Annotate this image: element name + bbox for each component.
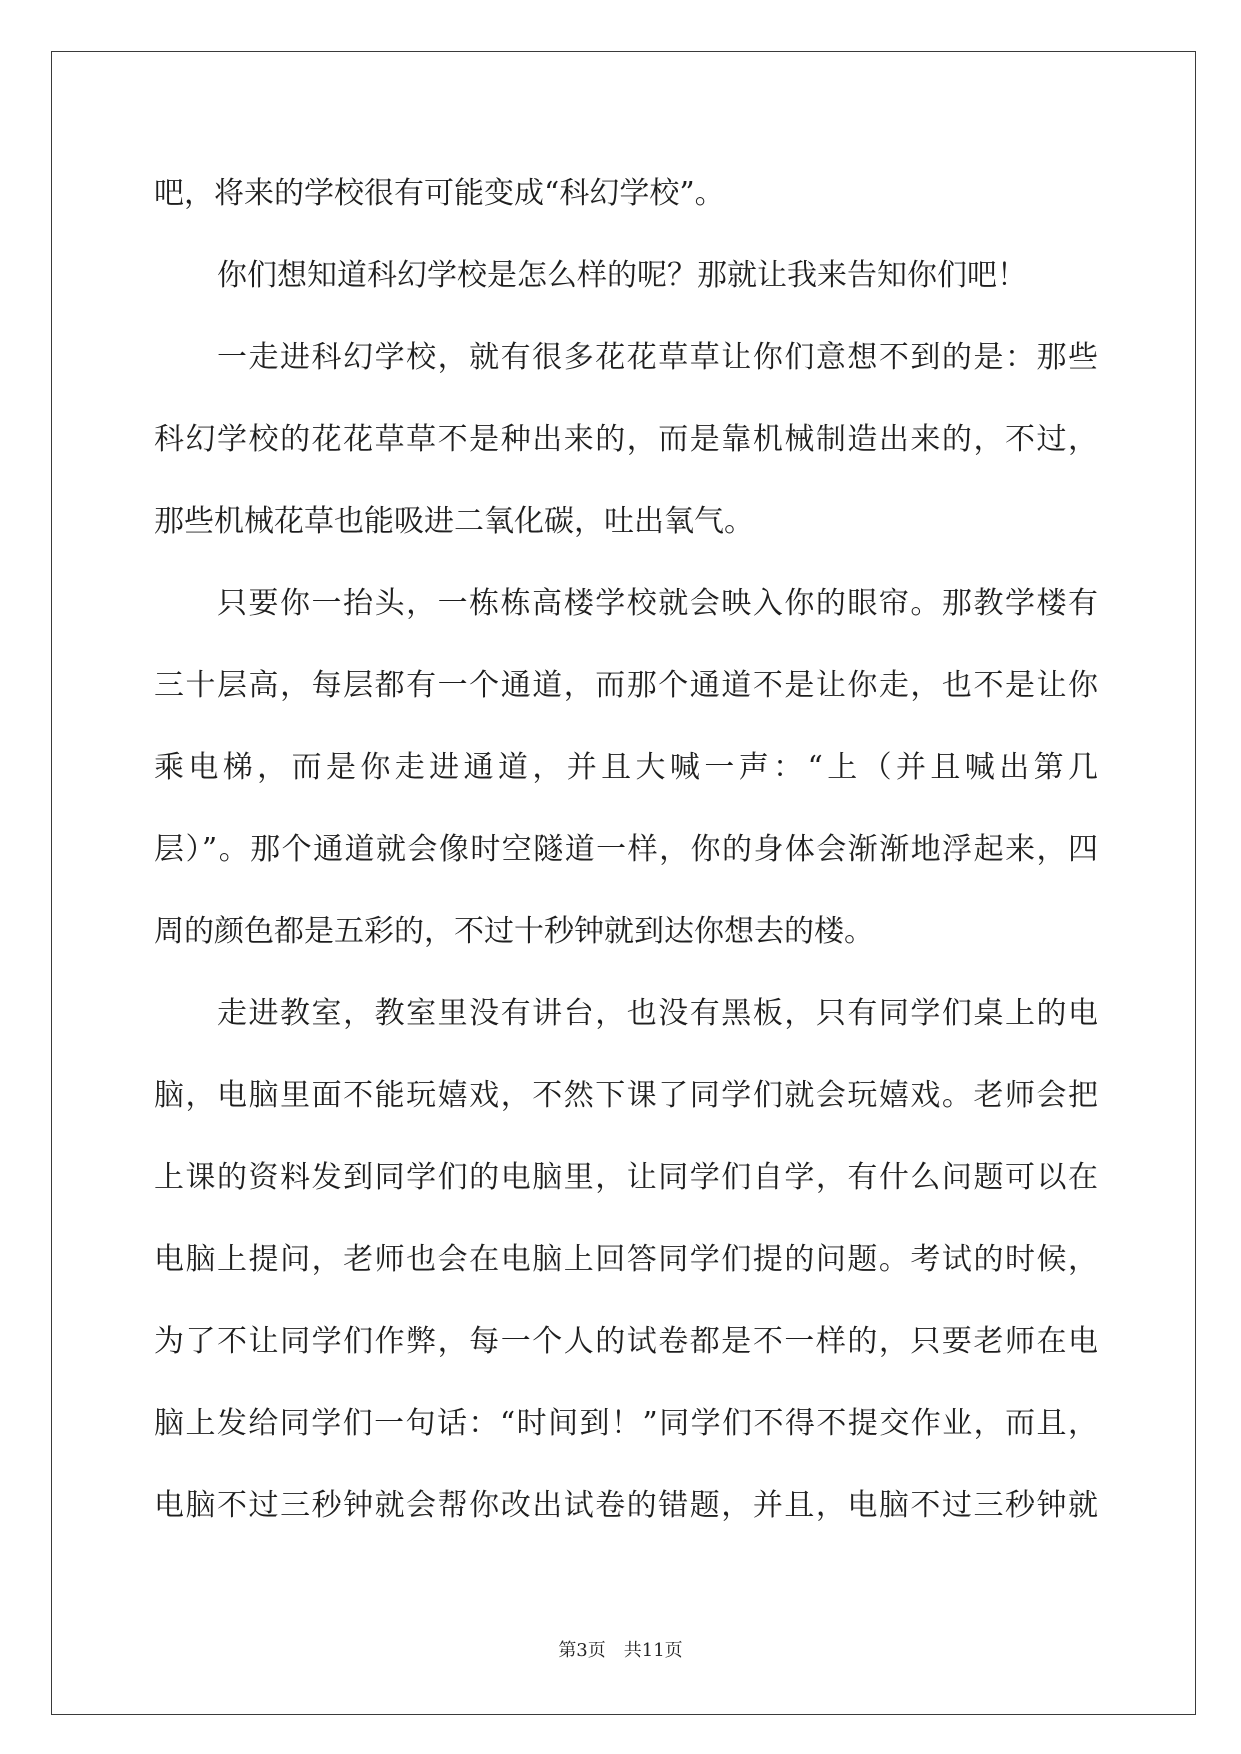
text-line: 吧，将来的学校很有可能变成“科幻学校”。 bbox=[154, 176, 725, 211]
paragraph bbox=[154, 317, 1098, 563]
text-line: 科幻学校的花花草草不是种出来的，而是靠机械制造出来的，不过， bbox=[154, 422, 1098, 457]
page-number-footer: 第3页 共11页 bbox=[558, 1640, 683, 1661]
paragraph bbox=[154, 153, 1098, 235]
text-line: 层）”。那个通道就会像时空隧道一样，你的身体会渐渐地浮起来，四 bbox=[154, 832, 1098, 867]
text-line: 电脑上提问，老师也会在电脑上回答同学们提的问题。考试的时候， bbox=[154, 1242, 1098, 1277]
document-body bbox=[154, 153, 1098, 1547]
text-line: 电脑不过三秒钟就会帮你改出试卷的错题，并且，电脑不过三秒钟就 bbox=[154, 1488, 1098, 1523]
paragraph bbox=[154, 235, 1098, 317]
text-line: 你们想知道科幻学校是怎么样的呢？那就让我来告知你们吧！ bbox=[217, 258, 1027, 293]
text-line: 只要你一抬头，一栋栋高楼学校就会映入你的眼帘。那教学楼有 bbox=[217, 586, 1098, 621]
text-line: 脑，电脑里面不能玩嬉戏，不然下课了同学们就会玩嬉戏。老师会把 bbox=[154, 1078, 1098, 1113]
text-line: 周的颜色都是五彩的，不过十秒钟就到达你想去的楼。 bbox=[154, 914, 874, 949]
text-line: 乘电梯，而是你走进通道，并且大喊一声：“上（并且喊出第几 bbox=[154, 750, 1098, 785]
text-line: 脑上发给同学们一句话：“时间到！”同学们不得不提交作业，而且， bbox=[154, 1406, 1098, 1441]
text-line: 一走进科幻学校，就有很多花花草草让你们意想不到的是：那些 bbox=[217, 340, 1098, 375]
text-line: 走进教室，教室里没有讲台，也没有黑板，只有同学们桌上的电 bbox=[217, 996, 1098, 1031]
text-line: 上课的资料发到同学们的电脑里，让同学们自学，有什么问题可以在 bbox=[154, 1160, 1098, 1195]
paragraph bbox=[154, 973, 1098, 1547]
paragraph bbox=[154, 563, 1098, 973]
text-line: 三十层高，每层都有一个通道，而那个通道不是让你走，也不是让你 bbox=[154, 668, 1098, 703]
text-line: 那些机械花草也能吸进二氧化碳，吐出氧气。 bbox=[154, 504, 754, 539]
text-line: 为了不让同学们作弊，每一个人的试卷都是不一样的，只要老师在电 bbox=[154, 1324, 1098, 1359]
